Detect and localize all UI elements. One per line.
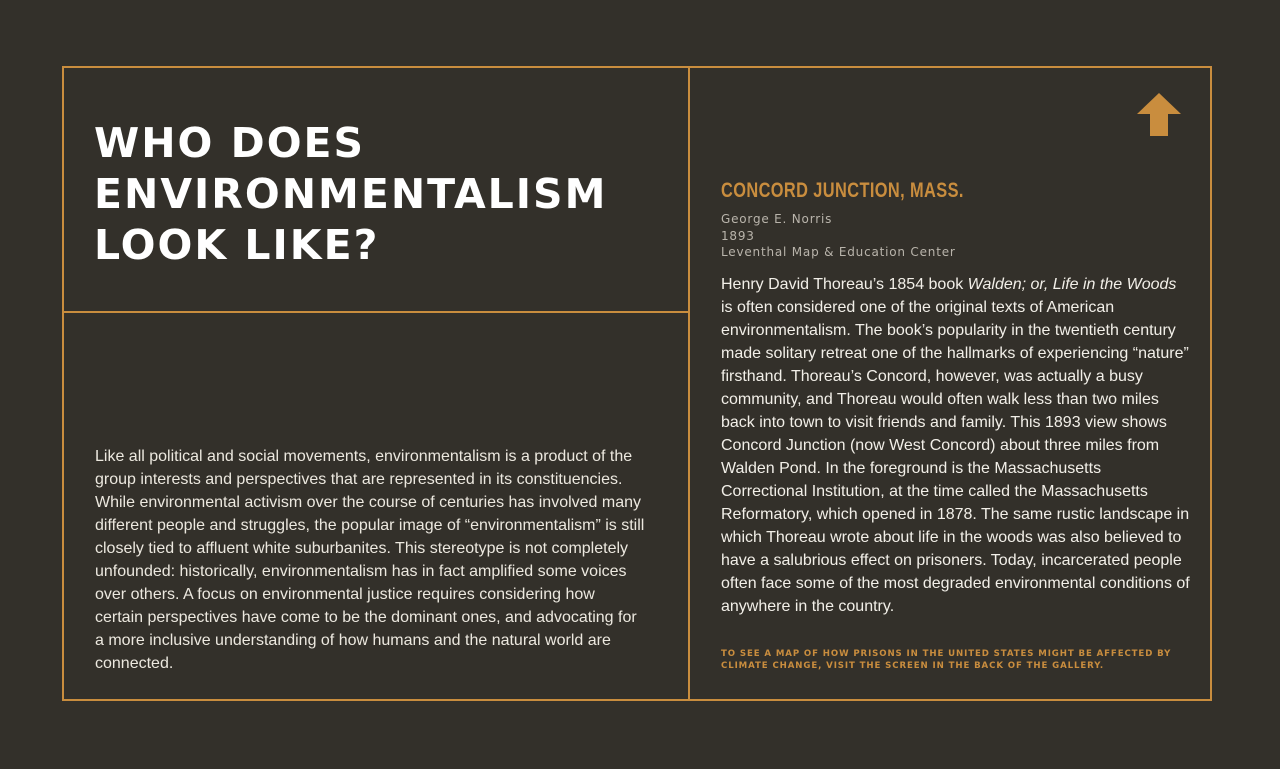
description-body: is often considered one of the original texts of American environmentalism. The book’s popularity in the twentieth century made solitary retreat one of the hallmarks of experiencing “nature” firsthand. Thoreau’s Concord, however, was actually a busy community, and Thoreau would often walk less than two miles back into town to visit friends and family. This 1893 view shows Concord Junction (now West Concord) about three miles from Walden Pond. In the foreground is the Massachusetts Correctional Institution, at the time called the Massachusetts Reformatory, which opened in 1878. The same rustic landscape in which Thoreau wrote about life in the woods was also believed to have a salubrious effect on prisoners. Today, incarcerated people often face some of the most degraded environmental conditions of anywhere in the country. (721, 299, 1190, 615)
intro-text: Like all political and social movements, environmentalism is a product of the group interests and perspectives that are represented in its constituencies. While environmental activism over the course of centuries has involved many different people and struggles, the popular image of “environmentalism” is still closely tied to affluent white suburbanites. This stereotype is not completely unfounded: historically, environmentalism has in fact amplified some voices over others. A focus on environmental justice requires considering how certain perspectives have come to be the dominant ones, and advocating for a more inclusive understanding of how humans and the natural world are connected. (95, 448, 645, 672)
arrow-up-icon[interactable] (1137, 93, 1181, 136)
map-year: 1893 (721, 228, 755, 243)
map-description (721, 273, 1191, 618)
map-title: CONCORD JUNCTION, MASS. (721, 179, 964, 202)
description-intro: Henry David Thoreau’s 1854 book (721, 276, 968, 293)
map-credits (721, 211, 956, 261)
map-creator: George E. Norris (721, 212, 833, 226)
row-divider (64, 311, 688, 313)
book-title: Walden; or, Life in the Woods (967, 276, 1177, 293)
page-title: WHO DOES ENVIRONMENTALISM LOOK LIKE? (94, 119, 608, 269)
column-divider (688, 68, 690, 699)
map-source: Leventhal Map & Education Center (721, 245, 956, 259)
gallery-note: TO SEE A MAP OF HOW PRISONS IN THE UNITED STATES MIGHT BE AFFECTED BY CLIMATE CHANGE, VISIT THE SCREEN IN THE BACK OF THE GALLERY. (721, 649, 1172, 671)
